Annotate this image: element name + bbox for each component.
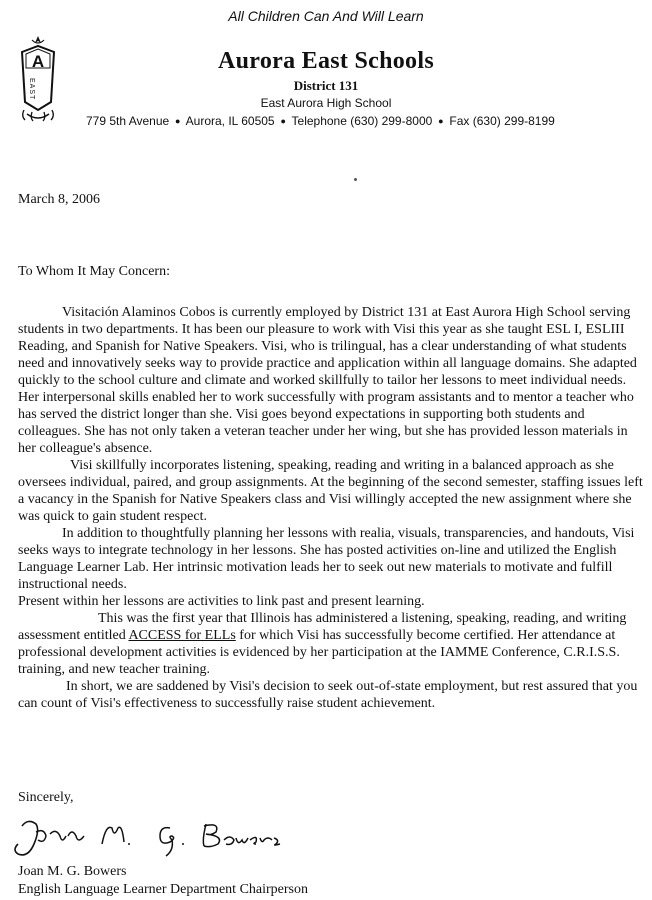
- signer-name: Joan M. G. Bowers: [18, 864, 127, 879]
- access-for-ells: ACCESS for ELLs: [128, 628, 236, 643]
- letter-date: March 8, 2006: [18, 192, 101, 207]
- letter-body: [18, 304, 644, 712]
- street-address: 779 5th Avenue: [86, 114, 170, 128]
- telephone: Telephone (630) 299-8000: [291, 114, 433, 128]
- paragraph-4: [18, 610, 644, 678]
- paragraph-5: [18, 678, 644, 712]
- paragraph-2-text: Visi skillfully incorporates listening, speaking, reading and writing in a balanced approach as she oversees individual, paired, and group assignments. At the beginning of the second semester, staffing issues left a vacancy in the Spanish for Native Speakers class and Visi willingly accepted the new assignment where she was quick to gain student respect.: [18, 458, 643, 524]
- paragraph-1: [18, 304, 644, 457]
- paragraph-4-text-end: for which Visi has successfully become certified. Her attendance at professional development activities is evidenced by her participation at the IAMME Conference, C.R.I.S.S. training, and new teacher training.: [18, 628, 620, 677]
- signer-title: English Language Learner Department Chairperson: [18, 882, 309, 897]
- handwritten-signature: [10, 814, 300, 864]
- fax: Fax (630) 299-8199: [449, 114, 555, 128]
- salutation: To Whom It May Concern:: [18, 264, 170, 279]
- bullet-separator: ●: [435, 116, 447, 126]
- paragraph-2: [18, 457, 644, 525]
- paragraph-3: [18, 525, 644, 593]
- school-name: Aurora East Schools: [218, 48, 434, 74]
- bullet-separator: ●: [277, 116, 289, 126]
- paragraph-3b-text: Present within her lessons are activities to link past and present learning.: [18, 594, 425, 609]
- high-school-name: East Aurora High School: [260, 96, 392, 110]
- logo-letter: A: [31, 52, 45, 71]
- logo-text: EAST: [28, 78, 35, 101]
- paragraph-5-text: In short, we are saddened by Visi's decision to seek out-of-state employment, but rest assured that you can count of Visi's effectiveness to successfully raise student achievement.: [18, 679, 638, 711]
- scan-speck: [354, 178, 357, 181]
- paragraph-3-text: In addition to thoughtfully planning her lessons with realia, visuals, transparencies, and handouts, Visi seeks ways to integrate technology in her lessons. She has posted activities on-line and utilized the English Language Learner Lab. Her intrinsic motivation leads her to seek out new materials to motivate and fulfill instructional needs.: [18, 526, 635, 592]
- city-state-zip: Aurora, IL 60505: [185, 114, 275, 128]
- district-name: District 131: [293, 78, 359, 93]
- paragraph-4-text-start: This was the first year that Illinois has administered a listening, speaking, reading, and writing assessment entitled: [18, 611, 627, 643]
- paragraph-1-text: Visitación Alaminos Cobos is currently employed by District 131 at East Aurora High School serving students in two departments. It has been our pleasure to work with Visi this year as she taught ESL I, ESLIII Reading, and Spanish for Native Speakers. Visi, who is trilingual, has a clear understanding of what students need and innovatively seeks way to provide practice and application within all language domains. She adapted quickly to the school culture and climate and worked skillfully to tailor her lessons to meet individual needs. Her interpersonal skills enabled her to work successfully with program assistants and to mentor a teacher who has served the district longer than she. Visi goes beyond expectations in supporting both students and colleagues. She has not only taken a veteran teacher under her wing, but she has provided lesson materials in her colleague's absence.: [18, 305, 637, 456]
- address-line: [86, 114, 555, 128]
- motto: All Children Can And Will Learn: [228, 8, 424, 24]
- paragraph-3b: [18, 593, 644, 610]
- closing: Sincerely,: [18, 790, 74, 805]
- bullet-separator: ●: [172, 116, 183, 126]
